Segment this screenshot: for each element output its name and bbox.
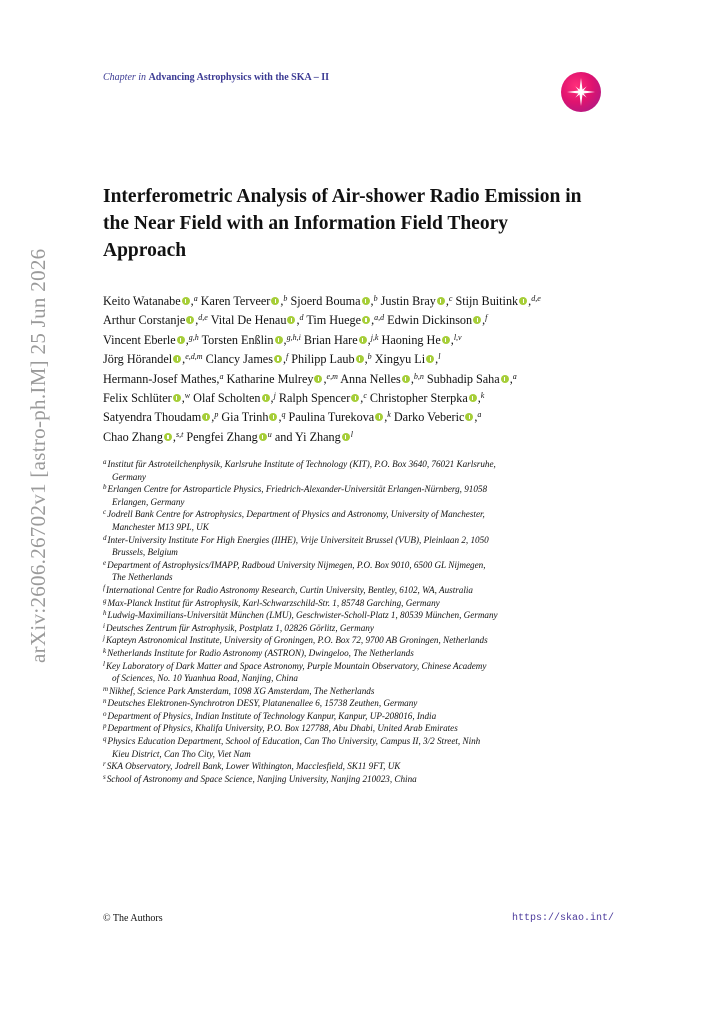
affiliation-item xyxy=(103,609,633,622)
affiliation-text: Jodrell Bank Centre for Astrophysics, Department of Physics and Astronomy, University of Manchester, xyxy=(107,509,485,520)
author-affiliation-marker: u xyxy=(267,429,272,439)
author-line: Keito Watanabe ,$^a$ Karen Terveer ,$^b$ Sjoerd Bouma ,$^b$ Justin Bray ,$^c$ Stijn Buitink ,$^{d,e}$ xyxy=(103,294,541,308)
orcid-icon[interactable] xyxy=(426,355,434,363)
author-affiliation-marker: c xyxy=(363,390,367,400)
author-name: Torsten Enßlin xyxy=(201,332,274,347)
title-line: the Near Field with an Information Field Theory xyxy=(103,213,508,234)
author-affiliation-marker: p xyxy=(214,410,219,420)
author-affiliation-marker: g,h xyxy=(188,332,199,342)
author-name: Haoning He xyxy=(381,332,441,347)
author-affiliation-marker: e,m xyxy=(326,371,338,381)
affiliation-text: Inter-University Institute For High Energies (IIHE), Vrije Universiteit Brussel (VUB), Pleinlaan 2, 1050 xyxy=(107,534,489,545)
author-affiliation-marker: d xyxy=(299,313,304,323)
author-line: Vincent Eberle ,$^{g,h}$ Torsten Enßlin ,$^{g,h,i}$ Brian Hare ,$^{j,k}$ Haoning He ,$^{l,v}$ xyxy=(103,332,462,347)
affiliation-item xyxy=(103,660,633,685)
author-name: Brian Hare xyxy=(303,332,358,347)
author-name: Darko Veberic xyxy=(393,410,465,425)
author-name: Arthur Corstanje xyxy=(103,313,186,328)
affiliation-text: Department of Physics, Khalifa University, P.O. Box 127788, Abu Dhabi, United Arab Emirates xyxy=(107,723,458,734)
orcid-icon[interactable] xyxy=(287,316,295,324)
author-name: Olaf Scholten xyxy=(193,390,261,405)
author-affiliation-marker: l xyxy=(350,429,353,439)
author-name: Felix Schlüter xyxy=(103,390,172,405)
author-name: Vital De Henau xyxy=(210,313,287,328)
orcid-icon[interactable] xyxy=(164,433,172,441)
orcid-icon[interactable] xyxy=(262,394,270,402)
author-name: Vincent Eberle xyxy=(103,332,176,347)
author-line: Hermann-Josef Mathes,$^a$ Katharine Mulrey ,$^{e,m}$ Anna Nelles ,$^{b,n}$ Subhadip Saha ,$^a$ xyxy=(103,371,517,386)
affiliation-text: Kapteyn Astronomical Institute, University of Groningen, P.O. Box 72, 9700 AB Groningen, Netherlands xyxy=(105,635,488,646)
orcid-icon[interactable] xyxy=(182,297,190,305)
affiliation-text: Erlangen Centre for Astroparticle Physics, Friedrich-Alexander-Universität Erlangen-Nürnberg, 91058 xyxy=(107,484,488,495)
affiliation-marker: s xyxy=(103,772,106,781)
author-affiliation-marker: k xyxy=(387,410,391,420)
affiliation-text-continued: Manchester M13 9PL, UK xyxy=(112,521,209,532)
affiliation-item xyxy=(103,634,633,647)
orcid-icon[interactable] xyxy=(362,297,370,305)
author-name: Keito Watanabe xyxy=(103,294,181,308)
orcid-icon[interactable] xyxy=(202,413,210,421)
author-affiliation-marker: l,v xyxy=(453,332,462,342)
orcid-icon[interactable] xyxy=(442,336,450,344)
affiliation-text: Nikhef, Science Park Amsterdam, 1098 XG Amsterdam, The Netherlands xyxy=(109,685,375,696)
author-name: Karen Terveer xyxy=(200,294,271,308)
orcid-icon[interactable] xyxy=(437,297,445,305)
affiliation-item xyxy=(103,647,633,660)
chapter-book-title[interactable]: Advancing Astrophysics with the SKA – II xyxy=(148,72,329,83)
affiliation-marker: g xyxy=(103,596,107,605)
affiliation-item xyxy=(103,697,633,710)
affiliation-text-continued: Erlangen, Germany xyxy=(112,496,185,507)
author-name: Edwin Dickinson xyxy=(387,313,473,328)
orcid-icon[interactable] xyxy=(351,394,359,402)
affiliation-text: Max-Planck Institut für Astrophysik, Karl-Schwarzschild-Str. 1, 85748 Garching, Germany xyxy=(107,597,440,608)
affiliation-text-continued: Germany xyxy=(112,471,146,482)
author-name: Justin Bray xyxy=(380,294,436,308)
title-line: Interferometric Analysis of Air-shower Radio Emission in xyxy=(103,186,582,207)
author-affiliation-marker: b xyxy=(367,352,372,362)
affiliation-marker: j xyxy=(103,634,105,643)
affiliation-item xyxy=(103,597,633,610)
title-line: Approach xyxy=(103,240,187,261)
author-affiliation-marker: j,k xyxy=(370,332,379,342)
author-affiliation-marker: e,d,m xyxy=(185,352,203,362)
author-name: Jörg Hörandel xyxy=(103,352,173,367)
affiliation-text: Deutsches Zentrum für Astrophysik, Postplatz 1, 02826 Görlitz, Germany xyxy=(105,622,374,633)
author-name: Chao Zhang xyxy=(103,429,163,444)
author-name: Clancy James xyxy=(205,352,273,367)
author-affiliation-marker: a xyxy=(477,410,482,420)
author-name: Sjoerd Bouma xyxy=(290,294,361,308)
affiliation-item xyxy=(103,508,633,533)
affiliation-item xyxy=(103,760,633,773)
orcid-icon[interactable] xyxy=(271,297,279,305)
orcid-icon[interactable] xyxy=(173,355,181,363)
author-name: Christopher Sterpka xyxy=(369,390,468,405)
orcid-icon[interactable] xyxy=(375,413,383,421)
author-list xyxy=(103,292,633,447)
affiliation-marker: d xyxy=(103,533,107,542)
author-line: Felix Schlüter ,$^w$ Olaf Scholten ,$^j$ Ralph Spencer ,$^c$ Christopher Sterpka ,$^k$ xyxy=(103,390,485,405)
affiliation-marker: b xyxy=(103,483,107,492)
orcid-icon[interactable] xyxy=(359,336,367,344)
affiliation-text: Department of Astrophysics/IMAPP, Radboud University Nijmegen, P.O. Box 9010, 6500 GL Nijmegen, xyxy=(107,559,486,570)
affiliation-marker: m xyxy=(103,684,109,693)
author-affiliation-marker: q xyxy=(281,410,286,420)
orcid-icon[interactable] xyxy=(342,433,350,441)
chapter-header xyxy=(103,72,329,83)
orcid-icon[interactable] xyxy=(275,336,283,344)
author-affiliation-marker: b xyxy=(283,294,288,303)
paper-title xyxy=(103,183,628,264)
affiliation-text: Ludwig-Maximilians-Universität München (LMU), Geschwister-Scholl-Platz 1, 80539 München, Germany xyxy=(107,610,498,621)
author-line: Satyendra Thoudam ,$^p$ Gia Trinh ,$^q$ Paulina Turekova ,$^k$ Darko Veberic ,$^a$ xyxy=(103,410,482,425)
author-affiliation-marker: g,h,i xyxy=(286,332,301,342)
affiliation-text-continued: Brussels, Belgium xyxy=(112,547,178,558)
author-name: Stijn Buitink xyxy=(455,294,519,308)
affiliation-item xyxy=(103,773,633,786)
affiliation-marker: k xyxy=(103,646,107,655)
affiliation-text-continued: of Sciences, No. 10 Yuanhua Road, Nanjing, China xyxy=(112,673,298,684)
orcid-icon[interactable] xyxy=(314,375,322,383)
skao-link[interactable]: https://skao.int/ xyxy=(512,913,615,924)
author-affiliation-marker: a xyxy=(219,371,224,381)
affiliation-text: Department of Physics, Indian Institute of Technology Kanpur, Kanpur, UP-208016, India xyxy=(107,710,437,721)
affiliation-text: Physics Education Department, School of Education, Can Tho University, Campus II, 3/2 Street, Ninh xyxy=(107,736,481,747)
author-name: Hermann-Josef Mathes xyxy=(103,371,217,386)
author-name: Xingyu Li xyxy=(374,352,426,367)
affiliation-text-continued: The Netherlands xyxy=(112,572,173,583)
author-name: Gia Trinh xyxy=(221,410,269,425)
affiliation-item xyxy=(103,722,633,735)
author-name: Philipp Laub xyxy=(291,352,355,367)
author-line: Chao Zhang ,$^{s,t}$ Pengfei Zhang $^u$ and Yi Zhang $^l$ xyxy=(103,429,353,444)
author-affiliation-marker: b xyxy=(373,294,378,303)
author-affiliation-marker: f xyxy=(286,352,289,362)
author-name: Yi Zhang xyxy=(295,429,341,444)
author-affiliation-marker: c xyxy=(448,294,453,303)
author-affiliation-marker: d,e xyxy=(198,313,208,323)
author-affiliation-marker: a xyxy=(193,294,198,303)
author-affiliation-marker: a xyxy=(512,371,517,381)
affiliation-item xyxy=(103,584,633,597)
author-line: Arthur Corstanje ,$^{d,e}$ Vital De Henau ,$^d$ Tim Huege ,$^{a,d}$ Edwin Dickinson ,$^f$ xyxy=(103,313,488,328)
affiliation-marker: n xyxy=(103,697,107,706)
affiliation-marker: c xyxy=(103,508,107,517)
affiliation-marker: q xyxy=(103,735,107,744)
ska-logo-icon xyxy=(561,72,601,112)
orcid-icon[interactable] xyxy=(186,316,194,324)
author-name: Satyendra Thoudam xyxy=(103,410,202,425)
author-affiliation-marker: l xyxy=(438,352,441,362)
chapter-prefix: Chapter in xyxy=(103,72,147,83)
affiliation-text-continued: Kieu District, Can Tho City, Viet Nam xyxy=(112,748,251,759)
affiliation-text: SKA Observatory, Jodrell Bank, Lower Withington, Macclesfield, SK11 9FT, UK xyxy=(106,761,401,772)
affiliation-item xyxy=(103,685,633,698)
affiliation-marker: o xyxy=(103,709,107,718)
author-line: Jörg Hörandel ,$^{e,d,m}$ Clancy James ,$^f$ Philipp Laub ,$^b$ Xingyu Li ,$^l$ xyxy=(103,352,441,367)
author-affiliation-marker: a,d xyxy=(374,313,385,323)
affiliation-text: Institut für Astroteilchenphysik, Karlsruhe Institute of Technology (KIT), P.O. Box 3640, 76021 Karlsruhe, xyxy=(107,459,496,469)
author-name: Pengfei Zhang xyxy=(186,429,258,444)
orcid-icon[interactable] xyxy=(173,394,181,402)
affiliation-item xyxy=(103,710,633,723)
affiliation-item xyxy=(103,483,633,508)
affiliation-text: Netherlands Institute for Radio Astronomy (ASTRON), Dwingeloo, The Netherlands xyxy=(107,647,414,658)
author-affiliation-marker: j xyxy=(273,390,276,400)
author-affiliation-marker: s,t xyxy=(175,429,184,439)
affiliation-marker: i xyxy=(103,621,105,630)
affiliation-item xyxy=(103,622,633,635)
author-affiliation-marker: f xyxy=(485,313,488,323)
orcid-icon[interactable] xyxy=(473,316,481,324)
orcid-icon[interactable] xyxy=(356,355,364,363)
author-name: Ralph Spencer xyxy=(278,390,351,405)
affiliation-text: International Centre for Radio Astronomy Research, Curtin University, Bentley, 6102, WA, Australia xyxy=(105,584,473,595)
author-name: Tim Huege xyxy=(306,313,362,328)
orcid-icon[interactable] xyxy=(519,297,527,305)
affiliation-item xyxy=(103,534,633,559)
orcid-icon[interactable] xyxy=(177,336,185,344)
orcid-icon[interactable] xyxy=(501,375,509,383)
affiliation-marker: h xyxy=(103,609,107,618)
author-name: Anna Nelles xyxy=(340,371,401,386)
orcid-icon[interactable] xyxy=(259,433,267,441)
arxiv-identifier: arXiv:2606.26702v1 [astro-ph.IM] 25 Jun 2026 xyxy=(26,248,50,663)
author-affiliation-marker: d,e xyxy=(531,294,541,303)
affiliation-marker: a xyxy=(103,458,107,466)
author-affiliation-marker: b,n xyxy=(413,371,424,381)
affiliation-item xyxy=(103,559,633,584)
author-name: Katharine Mulrey xyxy=(226,371,314,386)
affiliation-text: School of Astronomy and Space Science, Nanjing University, Nanjing 210023, China xyxy=(106,773,417,784)
copyright-notice: © The Authors xyxy=(103,913,163,924)
affiliation-marker: e xyxy=(103,558,107,567)
author-affiliation-marker: k xyxy=(480,390,485,400)
affiliation-text: Key Laboratory of Dark Matter and Space Astronomy, Purple Mountain Observatory, Chinese Academy xyxy=(105,660,487,671)
orcid-icon[interactable] xyxy=(402,375,410,383)
affiliation-text: Deutsches Elektronen-Synchrotron DESY, Platanenallee 6, 15738 Zeuthen, Germany xyxy=(107,698,418,709)
author-name: Paulina Turekova xyxy=(288,410,375,425)
orcid-icon[interactable] xyxy=(465,413,473,421)
orcid-icon[interactable] xyxy=(469,394,477,402)
affiliation-item xyxy=(103,735,633,760)
affiliation-marker: f xyxy=(103,583,105,592)
author-name: Subhadip Saha xyxy=(426,371,500,386)
affiliation-marker: l xyxy=(103,659,105,668)
orcid-icon[interactable] xyxy=(274,355,282,363)
affiliation-item xyxy=(103,458,633,483)
orcid-icon[interactable] xyxy=(269,413,277,421)
affiliation-list xyxy=(103,458,633,785)
affiliation-marker: p xyxy=(103,722,107,731)
author-affiliation-marker: w xyxy=(184,390,191,400)
orcid-icon[interactable] xyxy=(362,316,370,324)
affiliation-marker: r xyxy=(103,760,106,769)
